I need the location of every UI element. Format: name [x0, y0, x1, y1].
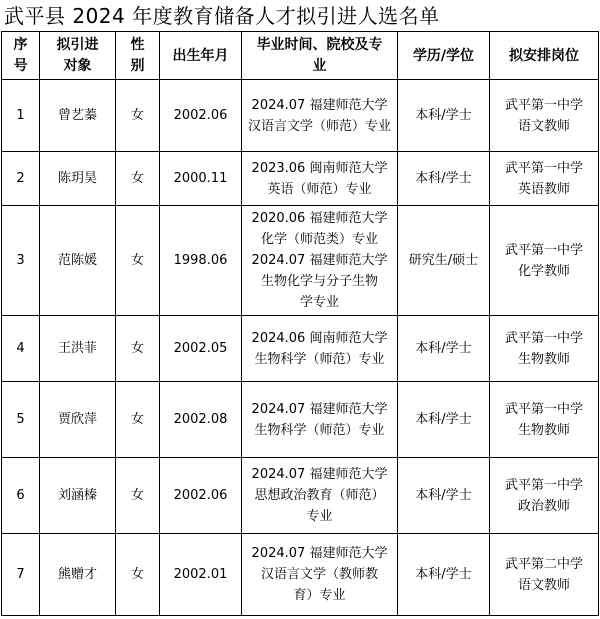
grad-line: 2024.07 福建师范大学 — [251, 467, 388, 482]
grad-line: 2024.07 福建师范大学 — [251, 253, 388, 268]
cell-gender: 女 — [116, 316, 160, 382]
cell-grad — [242, 206, 398, 316]
grad-line: 2024.07 福建师范大学 — [251, 401, 388, 417]
cell-seq: 2 — [2, 152, 40, 206]
cell-degree: 本科/学士 — [398, 316, 490, 382]
page-title: 武平县 2024 年度教育储备人才拟引进人选名单 — [4, 4, 440, 28]
cell-name: 熊赠才 — [40, 534, 116, 616]
table-row — [2, 80, 599, 152]
grad-line: 专业 — [306, 509, 333, 524]
cell-seq: 6 — [2, 458, 40, 534]
post-line: 生物教师 — [517, 422, 570, 438]
cell-gender: 女 — [116, 382, 160, 458]
cell-degree: 研究生/硕士 — [398, 206, 490, 316]
cell-seq: 3 — [2, 206, 40, 316]
header-post: 拟安排岗位 — [490, 32, 599, 80]
cell-name: 曾艺蓁 — [40, 80, 116, 152]
grad-line: 2024.07 福建师范大学 — [251, 97, 388, 113]
post-line: 武平第一中学 — [504, 477, 583, 493]
table-row — [2, 534, 599, 616]
cell-grad — [242, 316, 398, 382]
cell-birth: 2002.08 — [160, 382, 242, 458]
cell-grad — [242, 534, 398, 616]
post-line: 政治教师 — [517, 498, 570, 514]
candidate-table — [1, 31, 599, 616]
grad-line: 英语（师范）专业 — [267, 181, 372, 197]
grad-line: 生物科学（师范）专业 — [254, 351, 385, 367]
cell-gender: 女 — [116, 152, 160, 206]
cell-gender: 女 — [116, 458, 160, 534]
cell-degree: 本科/学士 — [398, 80, 490, 152]
cell-grad — [242, 152, 398, 206]
table-row — [2, 316, 599, 382]
grad-line: 育）专业 — [293, 588, 346, 603]
cell-post — [490, 382, 599, 458]
cell-birth: 1998.06 — [160, 206, 242, 316]
cell-birth: 2002.05 — [160, 316, 242, 382]
cell-birth: 2000.11 — [160, 152, 242, 206]
grad-line: 化学（师范类）专业 — [260, 232, 378, 247]
table-row — [2, 206, 599, 316]
post-line: 英语教师 — [517, 181, 570, 197]
post-line: 生物教师 — [517, 351, 570, 367]
cell-grad — [242, 80, 398, 152]
table-row — [2, 152, 599, 206]
cell-post — [490, 152, 599, 206]
cell-seq: 1 — [2, 80, 40, 152]
grad-line: 生物化学与分子生物 — [260, 274, 378, 289]
post-line: 语文教师 — [517, 118, 570, 134]
grad-line: 2020.06 福建师范大学 — [251, 211, 388, 226]
cell-seq: 7 — [2, 534, 40, 616]
post-line: 武平第一中学 — [504, 97, 583, 113]
cell-name: 陈玥昊 — [40, 152, 116, 206]
header-birth: 出生年月 — [160, 32, 242, 80]
header-grad: 毕业时间、院校及专 业 — [242, 32, 398, 80]
post-line: 武平第一中学 — [504, 242, 583, 258]
header-name: 拟引进 对象 — [40, 32, 116, 80]
grad-line: 2023.06 闽南师范大学 — [251, 160, 388, 176]
header-row — [2, 32, 599, 80]
grad-line: 生物科学（师范）专业 — [254, 422, 385, 438]
table-row — [2, 382, 599, 458]
cell-name: 王洪菲 — [40, 316, 116, 382]
cell-birth: 2002.06 — [160, 80, 242, 152]
cell-degree: 本科/学士 — [398, 382, 490, 458]
cell-grad — [242, 458, 398, 534]
post-line: 武平第一中学 — [504, 160, 583, 176]
grad-line: 汉语言文学（教师教 — [260, 567, 378, 582]
cell-post — [490, 534, 599, 616]
cell-seq: 4 — [2, 316, 40, 382]
cell-birth: 2002.01 — [160, 534, 242, 616]
header-gender: 性 别 — [116, 32, 160, 80]
cell-grad — [242, 382, 398, 458]
cell-name: 刘涵榛 — [40, 458, 116, 534]
cell-birth: 2002.06 — [160, 458, 242, 534]
post-line: 武平第一中学 — [504, 330, 583, 346]
cell-seq: 5 — [2, 382, 40, 458]
table-row — [2, 458, 599, 534]
header-degree: 学历/学位 — [398, 32, 490, 80]
cell-name: 范陈媛 — [40, 206, 116, 316]
cell-name: 贾欣萍 — [40, 382, 116, 458]
post-line: 武平第二中学 — [504, 556, 583, 572]
cell-degree: 本科/学士 — [398, 458, 490, 534]
cell-gender: 女 — [116, 206, 160, 316]
cell-gender: 女 — [116, 534, 160, 616]
grad-line: 学专业 — [299, 295, 339, 310]
grad-line: 思想政治教育（师范） — [254, 488, 385, 503]
cell-post — [490, 458, 599, 534]
cell-degree: 本科/学士 — [398, 152, 490, 206]
cell-post — [490, 80, 599, 152]
grad-line: 2024.06 闽南师范大学 — [251, 330, 388, 346]
grad-line: 2024.07 福建师范大学 — [251, 546, 388, 561]
cell-gender: 女 — [116, 80, 160, 152]
grad-line: 汉语言文学（师范）专业 — [247, 118, 391, 134]
header-seq: 序 号 — [2, 32, 40, 80]
post-line: 武平第一中学 — [504, 401, 583, 417]
cell-post — [490, 316, 599, 382]
post-line: 化学教师 — [517, 263, 570, 279]
cell-degree: 本科/学士 — [398, 534, 490, 616]
post-line: 语文教师 — [517, 577, 570, 593]
cell-post — [490, 206, 599, 316]
